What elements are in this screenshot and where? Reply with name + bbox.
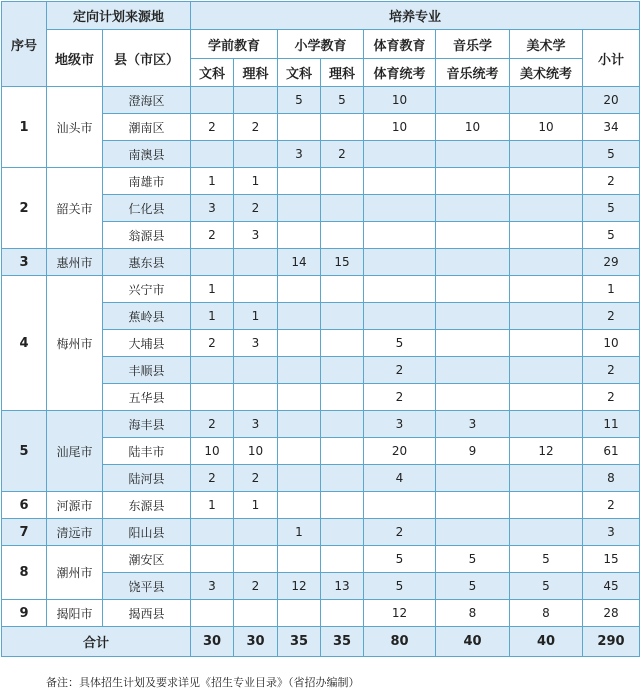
table-body (2, 2, 640, 657)
value-cell (191, 600, 234, 627)
county-cell: 阳山县 (103, 519, 191, 546)
value-cell (234, 87, 278, 114)
subtotal-cell: 61 (583, 438, 640, 465)
seq-cell: 2 (2, 168, 47, 249)
value-cell (278, 546, 321, 573)
value-cell: 2 (234, 573, 278, 600)
value-cell (364, 249, 436, 276)
subtotal-cell: 20 (583, 87, 640, 114)
value-cell: 3 (436, 411, 510, 438)
value-cell (234, 600, 278, 627)
value-cell: 2 (191, 411, 234, 438)
value-cell (510, 276, 583, 303)
county-cell: 潮安区 (103, 546, 191, 573)
county-cell: 丰顺县 (103, 357, 191, 384)
county-cell: 惠东县 (103, 249, 191, 276)
table-row (2, 168, 640, 195)
county-cell: 饶平县 (103, 573, 191, 600)
value-cell: 3 (191, 573, 234, 600)
header-row-1 (2, 2, 640, 30)
county-cell: 蕉岭县 (103, 303, 191, 330)
value-cell (321, 546, 364, 573)
value-cell (278, 195, 321, 222)
total-value: 30 (234, 627, 278, 657)
value-cell (510, 519, 583, 546)
header-seq: 序号 (2, 2, 47, 87)
header-county: 县（市区） (103, 30, 191, 87)
value-cell: 5 (278, 87, 321, 114)
value-cell: 10 (191, 438, 234, 465)
value-cell (510, 87, 583, 114)
value-cell: 2 (364, 384, 436, 411)
value-cell (321, 411, 364, 438)
city-cell: 河源市 (47, 492, 103, 519)
value-cell (191, 546, 234, 573)
county-cell: 翁源县 (103, 222, 191, 249)
table-row (2, 600, 640, 627)
value-cell: 3 (278, 141, 321, 168)
value-cell (321, 438, 364, 465)
subtotal-cell: 5 (583, 222, 640, 249)
header-art: 美术学 (510, 30, 583, 59)
total-value: 35 (321, 627, 364, 657)
subtotal-cell: 45 (583, 573, 640, 600)
value-cell (364, 222, 436, 249)
value-cell (278, 222, 321, 249)
total-value: 290 (583, 627, 640, 657)
value-cell: 13 (321, 573, 364, 600)
value-cell: 3 (234, 330, 278, 357)
value-cell (364, 195, 436, 222)
value-cell: 2 (234, 114, 278, 141)
value-cell (510, 168, 583, 195)
value-cell (321, 195, 364, 222)
value-cell (364, 492, 436, 519)
seq-cell: 4 (2, 276, 47, 411)
value-cell: 10 (510, 114, 583, 141)
value-cell (510, 141, 583, 168)
total-value: 35 (278, 627, 321, 657)
table-row (2, 276, 640, 303)
value-cell: 2 (321, 141, 364, 168)
seq-cell: 1 (2, 87, 47, 168)
value-cell (436, 87, 510, 114)
header-major: 培养专业 (191, 2, 640, 30)
value-cell (436, 195, 510, 222)
value-cell: 12 (510, 438, 583, 465)
subtotal-cell: 34 (583, 114, 640, 141)
value-cell (278, 330, 321, 357)
value-cell (278, 492, 321, 519)
header-li-2: 理科 (321, 59, 364, 87)
total-row (2, 627, 640, 657)
value-cell: 5 (364, 330, 436, 357)
header-art-exam: 美术统考 (510, 59, 583, 87)
value-cell (321, 465, 364, 492)
subtotal-cell: 3 (583, 519, 640, 546)
value-cell: 2 (364, 357, 436, 384)
city-cell: 汕头市 (47, 87, 103, 168)
value-cell (510, 330, 583, 357)
header-music-exam: 音乐统考 (436, 59, 510, 87)
county-cell: 陆河县 (103, 465, 191, 492)
value-cell (191, 384, 234, 411)
value-cell: 20 (364, 438, 436, 465)
value-cell (436, 168, 510, 195)
value-cell (234, 384, 278, 411)
value-cell (321, 600, 364, 627)
value-cell: 5 (436, 573, 510, 600)
table-row (2, 546, 640, 573)
subtotal-cell: 10 (583, 330, 640, 357)
value-cell: 3 (364, 411, 436, 438)
value-cell: 1 (278, 519, 321, 546)
value-cell: 5 (510, 573, 583, 600)
value-cell (321, 330, 364, 357)
subtotal-cell: 28 (583, 600, 640, 627)
value-cell (510, 195, 583, 222)
value-cell (510, 411, 583, 438)
value-cell (278, 357, 321, 384)
value-cell (364, 141, 436, 168)
value-cell: 15 (321, 249, 364, 276)
seq-cell: 9 (2, 600, 47, 627)
value-cell: 2 (191, 465, 234, 492)
value-cell: 8 (436, 600, 510, 627)
value-cell (436, 276, 510, 303)
value-cell: 1 (234, 492, 278, 519)
value-cell (436, 384, 510, 411)
table-row (2, 519, 640, 546)
value-cell (234, 519, 278, 546)
value-cell (436, 330, 510, 357)
subtotal-cell: 5 (583, 195, 640, 222)
value-cell: 3 (234, 411, 278, 438)
value-cell (278, 411, 321, 438)
value-cell: 10 (364, 114, 436, 141)
value-cell (191, 519, 234, 546)
value-cell: 3 (234, 222, 278, 249)
subtotal-cell: 1 (583, 276, 640, 303)
value-cell: 5 (364, 573, 436, 600)
value-cell (278, 168, 321, 195)
subtotal-cell: 2 (583, 303, 640, 330)
subtotal-cell: 29 (583, 249, 640, 276)
footnote: 备注：具体招生计划及要求详见《招生专业目录》（省招办编制） (46, 676, 360, 689)
value-cell: 4 (364, 465, 436, 492)
county-cell: 兴宁市 (103, 276, 191, 303)
header-music: 音乐学 (436, 30, 510, 59)
county-cell: 陆丰市 (103, 438, 191, 465)
subtotal-cell: 2 (583, 384, 640, 411)
header-row-2 (2, 30, 640, 59)
value-cell (278, 114, 321, 141)
table-row (2, 87, 640, 114)
value-cell (234, 546, 278, 573)
value-cell (321, 276, 364, 303)
county-cell: 海丰县 (103, 411, 191, 438)
county-cell: 南雄市 (103, 168, 191, 195)
value-cell (321, 519, 364, 546)
value-cell (191, 87, 234, 114)
value-cell (278, 600, 321, 627)
county-cell: 潮南区 (103, 114, 191, 141)
table-row (2, 411, 640, 438)
total-value: 30 (191, 627, 234, 657)
county-cell: 南澳县 (103, 141, 191, 168)
value-cell: 5 (436, 546, 510, 573)
subtotal-cell: 5 (583, 141, 640, 168)
city-cell: 韶关市 (47, 168, 103, 249)
value-cell: 10 (364, 87, 436, 114)
seq-cell: 3 (2, 249, 47, 276)
value-cell (436, 141, 510, 168)
total-value: 80 (364, 627, 436, 657)
header-li-1: 理科 (234, 59, 278, 87)
value-cell (234, 141, 278, 168)
value-cell (234, 249, 278, 276)
value-cell: 2 (364, 519, 436, 546)
value-cell: 8 (510, 600, 583, 627)
value-cell (510, 357, 583, 384)
county-cell: 大埔县 (103, 330, 191, 357)
value-cell (278, 303, 321, 330)
value-cell: 1 (191, 492, 234, 519)
header-primary: 小学教育 (278, 30, 364, 59)
header-wen-2: 文科 (278, 59, 321, 87)
county-cell: 仁化县 (103, 195, 191, 222)
value-cell (510, 249, 583, 276)
subtotal-cell: 2 (583, 357, 640, 384)
value-cell (278, 438, 321, 465)
county-cell: 澄海区 (103, 87, 191, 114)
table-row (2, 492, 640, 519)
value-cell: 2 (191, 222, 234, 249)
value-cell (321, 303, 364, 330)
value-cell (364, 276, 436, 303)
header-city: 地级市 (47, 30, 103, 87)
subtotal-cell: 11 (583, 411, 640, 438)
value-cell (510, 303, 583, 330)
value-cell: 2 (191, 114, 234, 141)
value-cell (321, 492, 364, 519)
header-subtotal: 小计 (583, 30, 640, 87)
subtotal-cell: 2 (583, 168, 640, 195)
value-cell (278, 384, 321, 411)
value-cell (321, 384, 364, 411)
value-cell (364, 303, 436, 330)
value-cell: 2 (234, 465, 278, 492)
enrollment-plan-table (1, 1, 640, 657)
value-cell (364, 168, 436, 195)
header-wen-1: 文科 (191, 59, 234, 87)
value-cell (191, 141, 234, 168)
value-cell (510, 465, 583, 492)
value-cell: 2 (191, 330, 234, 357)
value-cell (436, 222, 510, 249)
city-cell: 揭阳市 (47, 600, 103, 627)
value-cell (436, 357, 510, 384)
value-cell (278, 465, 321, 492)
value-cell (321, 114, 364, 141)
city-cell: 惠州市 (47, 249, 103, 276)
value-cell: 5 (510, 546, 583, 573)
city-cell: 清远市 (47, 519, 103, 546)
value-cell: 14 (278, 249, 321, 276)
value-cell: 10 (234, 438, 278, 465)
value-cell (436, 492, 510, 519)
subtotal-cell: 2 (583, 492, 640, 519)
value-cell (321, 357, 364, 384)
seq-cell: 6 (2, 492, 47, 519)
value-cell (510, 492, 583, 519)
total-label: 合计 (2, 627, 191, 657)
value-cell (436, 303, 510, 330)
value-cell: 5 (364, 546, 436, 573)
value-cell (321, 168, 364, 195)
value-cell: 12 (278, 573, 321, 600)
total-value: 40 (436, 627, 510, 657)
seq-cell: 5 (2, 411, 47, 492)
table-row (2, 249, 640, 276)
value-cell: 1 (234, 303, 278, 330)
value-cell: 2 (234, 195, 278, 222)
city-cell: 梅州市 (47, 276, 103, 411)
total-value: 40 (510, 627, 583, 657)
value-cell: 3 (191, 195, 234, 222)
value-cell (191, 249, 234, 276)
county-cell: 东源县 (103, 492, 191, 519)
county-cell: 五华县 (103, 384, 191, 411)
value-cell: 1 (191, 276, 234, 303)
value-cell (234, 357, 278, 384)
value-cell (278, 276, 321, 303)
value-cell: 12 (364, 600, 436, 627)
value-cell (436, 249, 510, 276)
subtotal-cell: 8 (583, 465, 640, 492)
header-source: 定向计划来源地 (47, 2, 191, 30)
city-cell: 潮州市 (47, 546, 103, 600)
seq-cell: 8 (2, 546, 47, 600)
seq-cell: 7 (2, 519, 47, 546)
value-cell: 1 (191, 303, 234, 330)
header-preschool: 学前教育 (191, 30, 278, 59)
value-cell (321, 222, 364, 249)
value-cell (510, 222, 583, 249)
value-cell: 1 (234, 168, 278, 195)
value-cell (436, 465, 510, 492)
city-cell: 汕尾市 (47, 411, 103, 492)
value-cell (191, 357, 234, 384)
subtotal-cell: 15 (583, 546, 640, 573)
value-cell (436, 519, 510, 546)
value-cell (510, 384, 583, 411)
value-cell: 1 (191, 168, 234, 195)
value-cell: 5 (321, 87, 364, 114)
value-cell (234, 276, 278, 303)
header-pe-exam: 体育统考 (364, 59, 436, 87)
header-pe: 体育教育 (364, 30, 436, 59)
value-cell: 9 (436, 438, 510, 465)
value-cell: 10 (436, 114, 510, 141)
county-cell: 揭西县 (103, 600, 191, 627)
